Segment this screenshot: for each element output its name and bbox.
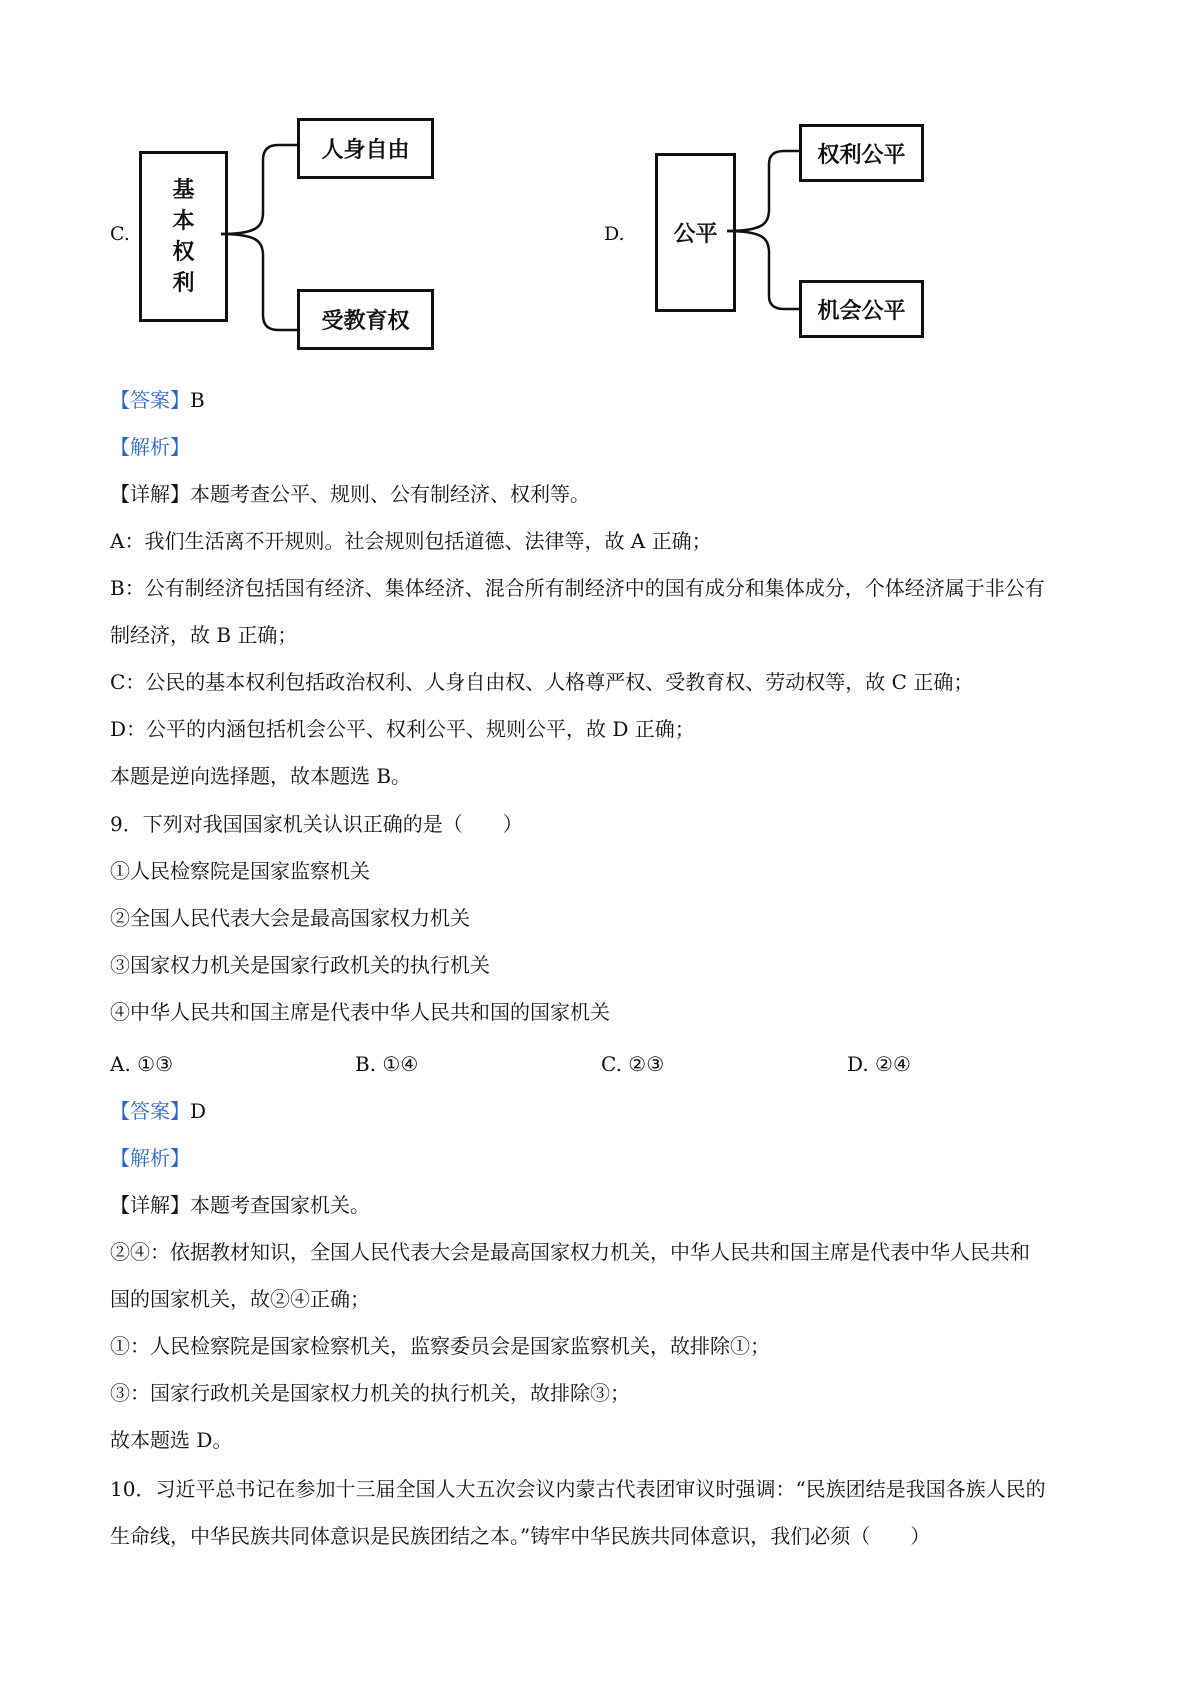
q8-detail-b-cont: 制经济，故 B 正确； (110, 623, 298, 647)
q9-conclusion: 故本题选 D。 (110, 1428, 233, 1452)
q10-stem-line-2: 生命线，中华民族共同体意识是民族团结之本。”铸牢中华民族共同体意识，我们必须（ ） (110, 1524, 931, 1548)
q9-stem: 9．下列对我国国家机关认识正确的是（ ） (110, 812, 523, 836)
diagram-d-branch-top: 权利公平 (799, 124, 924, 182)
q10-stem-line-1: 10．习近平总书记在参加十三届全国人大五次会议内蒙古代表团审议时强调：“民族团结是我国各族人民的 (110, 1477, 1046, 1501)
detail-tag: 【详解】 (110, 1193, 190, 1217)
q9-detail-24: ②④：依据教材知识，全国人民代表大会是最高国家权力机关，中华人民共和国主席是代表中华人民共和 (110, 1240, 1030, 1264)
connector-d-bottom (727, 231, 799, 309)
q9-statement-4: ④中华人民共和国主席是代表中华人民共和国的国家机关 (110, 1000, 610, 1024)
q9-answer-line (110, 1097, 206, 1125)
q9-statement-2: ②全国人民代表大会是最高国家权力机关 (110, 906, 470, 930)
diagram-d-root-box: 公平 (655, 153, 736, 312)
q8-conclusion: 本题是逆向选择题，故本题选 B。 (110, 764, 412, 788)
diagram-d-branch-bottom: 机会公平 (799, 280, 924, 338)
q9-option-b: B. ①④ (355, 1052, 419, 1076)
connector-d-top (727, 151, 799, 231)
q9-statement-3: ③国家权力机关是国家行政机关的执行机关 (110, 953, 490, 977)
q9-detail-3: ③：国家行政机关是国家权力机关的执行机关，故排除③； (110, 1381, 630, 1405)
detail-text: 本题考查公平、规则、公有制经济、权利等。 (190, 482, 590, 506)
answer-tag: 【答案】 (110, 1099, 190, 1123)
q9-detail-1: ①：人民检察院是国家检察机关，监察委员会是国家监察机关，故排除①； (110, 1334, 770, 1358)
answer-value: B (190, 388, 205, 412)
root-char: 权 (172, 239, 195, 265)
q8-analysis-tag: 【解析】 (110, 435, 190, 459)
connector-c-top (221, 145, 297, 234)
q8-answer-line (110, 386, 205, 414)
root-char: 基 (172, 177, 195, 203)
diagram-connectors (0, 0, 1200, 400)
q9-statement-1: ①人民检察院是国家监察机关 (110, 859, 370, 883)
q9-option-a: A. ①③ (110, 1052, 174, 1076)
q8-detail-line (110, 480, 590, 508)
option-c-label: C. (110, 223, 130, 245)
detail-tag: 【详解】 (110, 482, 190, 506)
diagram-c-branch-top: 人身自由 (297, 118, 434, 179)
q8-detail-c: C：公民的基本权利包括政治权利、人身自由权、人格尊严权、受教育权、劳动权等，故 C 正确； (110, 670, 974, 694)
answer-tag: 【答案】 (110, 388, 190, 412)
q9-option-c: C. ②③ (601, 1052, 665, 1076)
q9-detail-24-cont: 国的国家机关，故②④正确； (110, 1287, 370, 1311)
q9-analysis-tag: 【解析】 (110, 1146, 190, 1170)
answer-value: D (190, 1099, 207, 1123)
option-d-label: D. (604, 223, 625, 245)
q9-detail-line (110, 1191, 370, 1219)
q8-detail-b: B：公有制经济包括国有经济、集体经济、混合所有制经济中的国有成分和集体成分，个体经济属于非公有 (110, 576, 1045, 600)
q8-detail-a: A：我们生活离不开规则。社会规则包括道德、法律等，故 A 正确； (110, 529, 712, 553)
root-char: 本 (172, 208, 195, 234)
detail-text: 本题考查国家机关。 (190, 1193, 370, 1217)
diagram-c-branch-bottom: 受教育权 (297, 289, 434, 350)
q8-detail-d: D：公平的内涵包括机会公平、权利公平、规则公平，故 D 正确； (110, 717, 695, 741)
root-char: 利 (172, 270, 195, 296)
q9-option-d: D. ②④ (847, 1052, 911, 1076)
connector-c-bottom (221, 234, 297, 330)
